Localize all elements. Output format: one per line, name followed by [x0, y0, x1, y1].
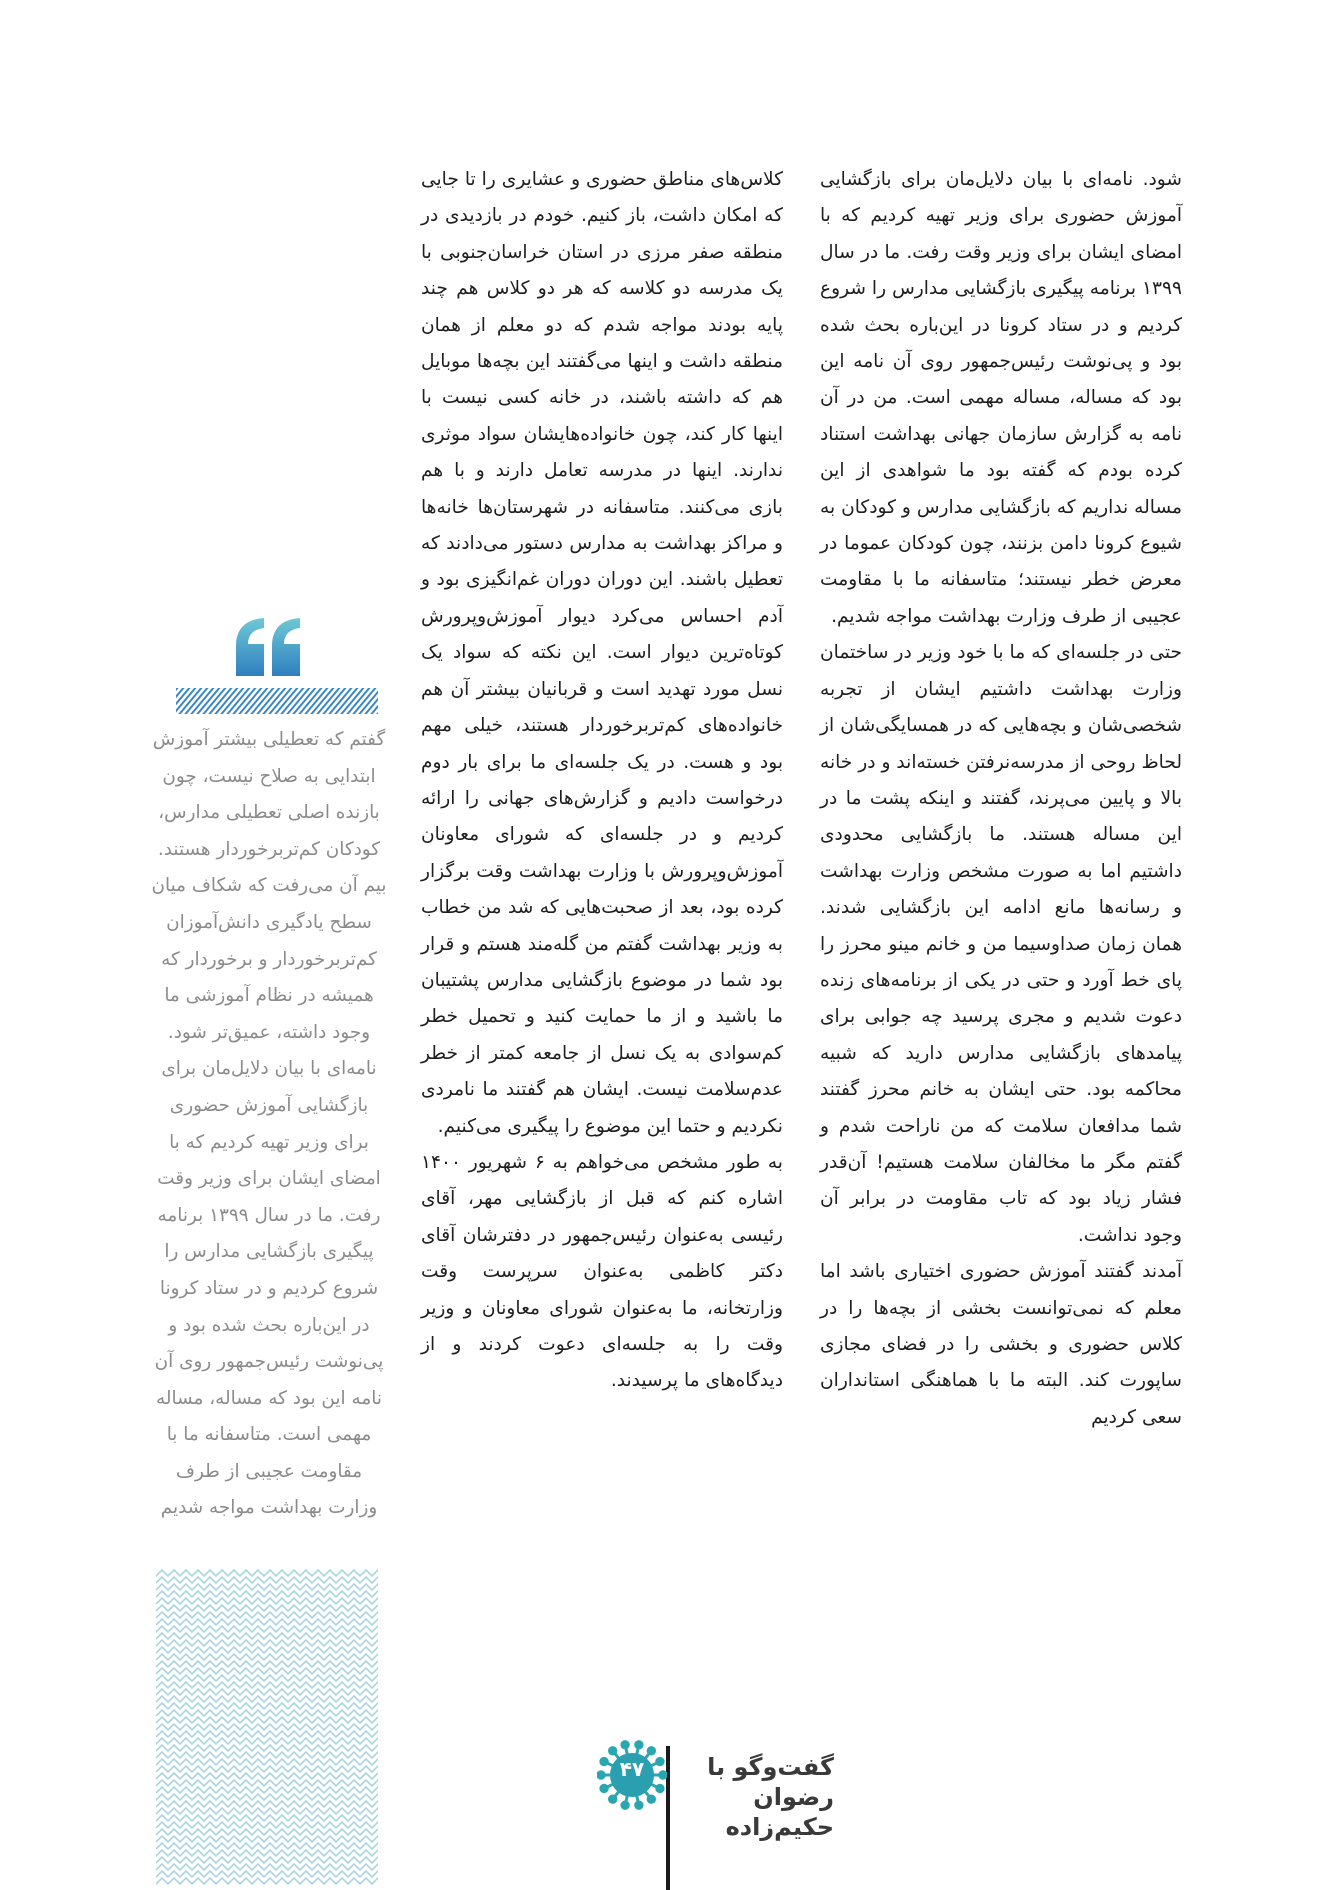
page-number: ۴۷: [619, 1757, 645, 1781]
footer-title-line2: رضوان حکیم‌زاده: [725, 1783, 834, 1841]
paragraph: به طور مشخص می‌خواهم به ۶ شهریور ۱۴۰۰ اشاره کنم که قبل از بازگشایی مهر، آقای رئیسی به‌عنوان رئیس‌جمهور در دفترشان آقای دکتر کاظمی به‌عنوان سرپرست وقت وزارتخانه، ما به‌عنوان شورای معاونان و وزیر وقت را به جلسه‌ای دعوت کردند و از دیدگاه‌های ما پرسیدند.: [421, 1151, 783, 1392]
quote-mark-icon: [234, 616, 304, 678]
pull-quote: گفتم که تعطیلی بیشتر آموزش ابتدایی به صلاح نیست، چون بازنده اصلی تعطیلی مدارس، کودکان کم‌تربرخوردار هستند. بیم آن می‌رفت که شکاف میان سطح یادگیری دانش‌آموزان کم‌تربرخوردار و برخوردار که همیشه در نظام آموزشی ما وجود داشته، عمیق‌تر شود. نامه‌ای با بیان دلایل‌مان برای بازگشایی آموزش حضوری برای وزیر تهیه کردیم که با امضای ایشان برای وزیر وقت رفت. ما در سال ۱۳۹۹ برنامه پیگیری بازگشایی مدارس را شروع کردیم و در ستاد کرونا در این‌باره بحث شده بود و پی‌نوشت رئیس‌جمهور روی آن نامه این بود که مساله، مساله مهمی است. متاسفانه ما با مقاومت عجیبی از طرف وزارت بهداشت مواجه شدیم: [151, 729, 387, 1519]
paragraph: آمدند گفتند آموزش حضوری اختیاری باشد اما معلم که نمی‌توانست بخشی از بچه‌ها را در کلاس حضوری و بخشی را در فضای مجازی ساپورت کند. البته ما با هماهنگی استانداران سعی کردیم: [820, 1261, 1182, 1428]
footer-section-title: [670, 1752, 834, 1842]
footer-title-line1: گفت‌وگو با: [707, 1753, 834, 1781]
paragraph: شود. نامه‌ای با بیان دلایل‌مان برای بازگشایی آموزش حضوری برای وزیر تهیه کردیم که با امضای ایشان برای وزیر وقت رفت. ما در سال ۱۳۹۹ برنامه پیگیری بازگشایی مدارس را شروع کردیم و در ستاد کرونا در این‌باره بحث شده بود و پی‌نوشت رئیس‌جمهور روی آن نامه این بود که مساله، مساله مهمی است. من در آن نامه به گزارش سازمان جهانی بهداشت استناد کرده بودم که گفته بود ما شواهدی از این مساله نداریم که بازگشایی مدارس و کودکان به شیوع کرونا دامن بزنند، چون کودکان عموما در معرض خطر نیستند؛ متاسفانه ما با مقاومت عجیبی از طرف وزارت بهداشت مواجه شدیم.: [820, 169, 1182, 627]
hatch-decoration: [176, 688, 378, 714]
article-column-middle: [421, 162, 783, 1400]
paragraph: حتی در جلسه‌ای که ما با خود وزیر در ساختمان وزارت بهداشت داشتیم ایشان از تجربه شخصی‌شان و بچه‌هایی که در همسایگی‌شان از لحاظ روحی از مدرسه‌نرفتن خسته‌اند و در خانه بالا و پایین می‌پرند، گفتند و اینکه پشت ما در این مساله هستند. ما بازگشایی محدودی داشتیم اما به صورت مشخص وزارت بهداشت و رسانه‌ها مانع ادامه این بازگشایی شدند. همان زمان صداوسیما من و خانم مینو محرز را پای خط آورد و حتی در یکی از برنامه‌های زنده دعوت شدیم و مجری پرسید چه جوابی برای پیامدهای بازگشایی مدارس دارید که شبیه محاکمه بود. حتی ایشان به خانم محرز گفتند شما مدافعان سلامت که من ناراحت شدم و گفتم مگر ما مخالفان سلامت هستیم! آن‌قدر فشار زیاد بود که تاب مقاومت در برابر آن وجود نداشت.: [820, 642, 1182, 1246]
paragraph: کلاس‌های مناطق حضوری و عشایری را تا جایی که امکان داشت، باز کنیم. خودم در بازدیدی در منطقه صفر مرزی در استان خراسان‌جنوبی با یک مدرسه دو کلاسه که هر دو کلاس هم چند پایه بودند مواجه شدم که دو معلم از همان منطقه داشت و اینها می‌گفتند این بچه‌ها موبایل هم که داشته باشند، در خانه کسی نیست با اینها کار کند، چون خانواده‌هایشان سواد موثری ندارند. اینها در مدرسه تعامل دارند و با هم بازی می‌کنند. متاسفانه در شهرستان‌ها خانه‌ها و مراکز بهداشت به مدارس دستور می‌دادند که تعطیل باشند. این دوران دوران غم‌انگیزی بود و آدم احساس می‌کرد دیوار آموزش‌وپرورش کوتاه‌ترین دیوار است. این نکته که سواد یک نسل مورد تهدید است و قربانیان بیشتر آن هم خانواده‌های کم‌تربرخوردار هستند، خیلی مهم بود و هست. در یک جلسه‌ای ما برای بار دوم درخواست دادیم و گزارش‌های جهانی را ارائه کردیم و در جلسه‌ای که شورای معاونان آموزش‌وپرورش با وزارت بهداشت وقت برگزار کرده بود، بعد از صحبت‌هایی که شد من خطاب به وزیر بهداشت گفتم من گله‌مند هستم و قرار بود شما در موضوع بازگشایی مدارس پشتیبان ما باشید و از ما حمایت کنید و تحمیل خطر کم‌سوادی به یک نسل از جامعه کمتر از خطر عدم‌سلامت نیست. ایشان هم گفتند ما نامردی نکردیم و حتما این موضوع را پیگیری می‌کنیم.: [421, 169, 783, 1137]
article-column-right: [820, 162, 1182, 1436]
zigzag-decoration: [156, 1568, 378, 1890]
